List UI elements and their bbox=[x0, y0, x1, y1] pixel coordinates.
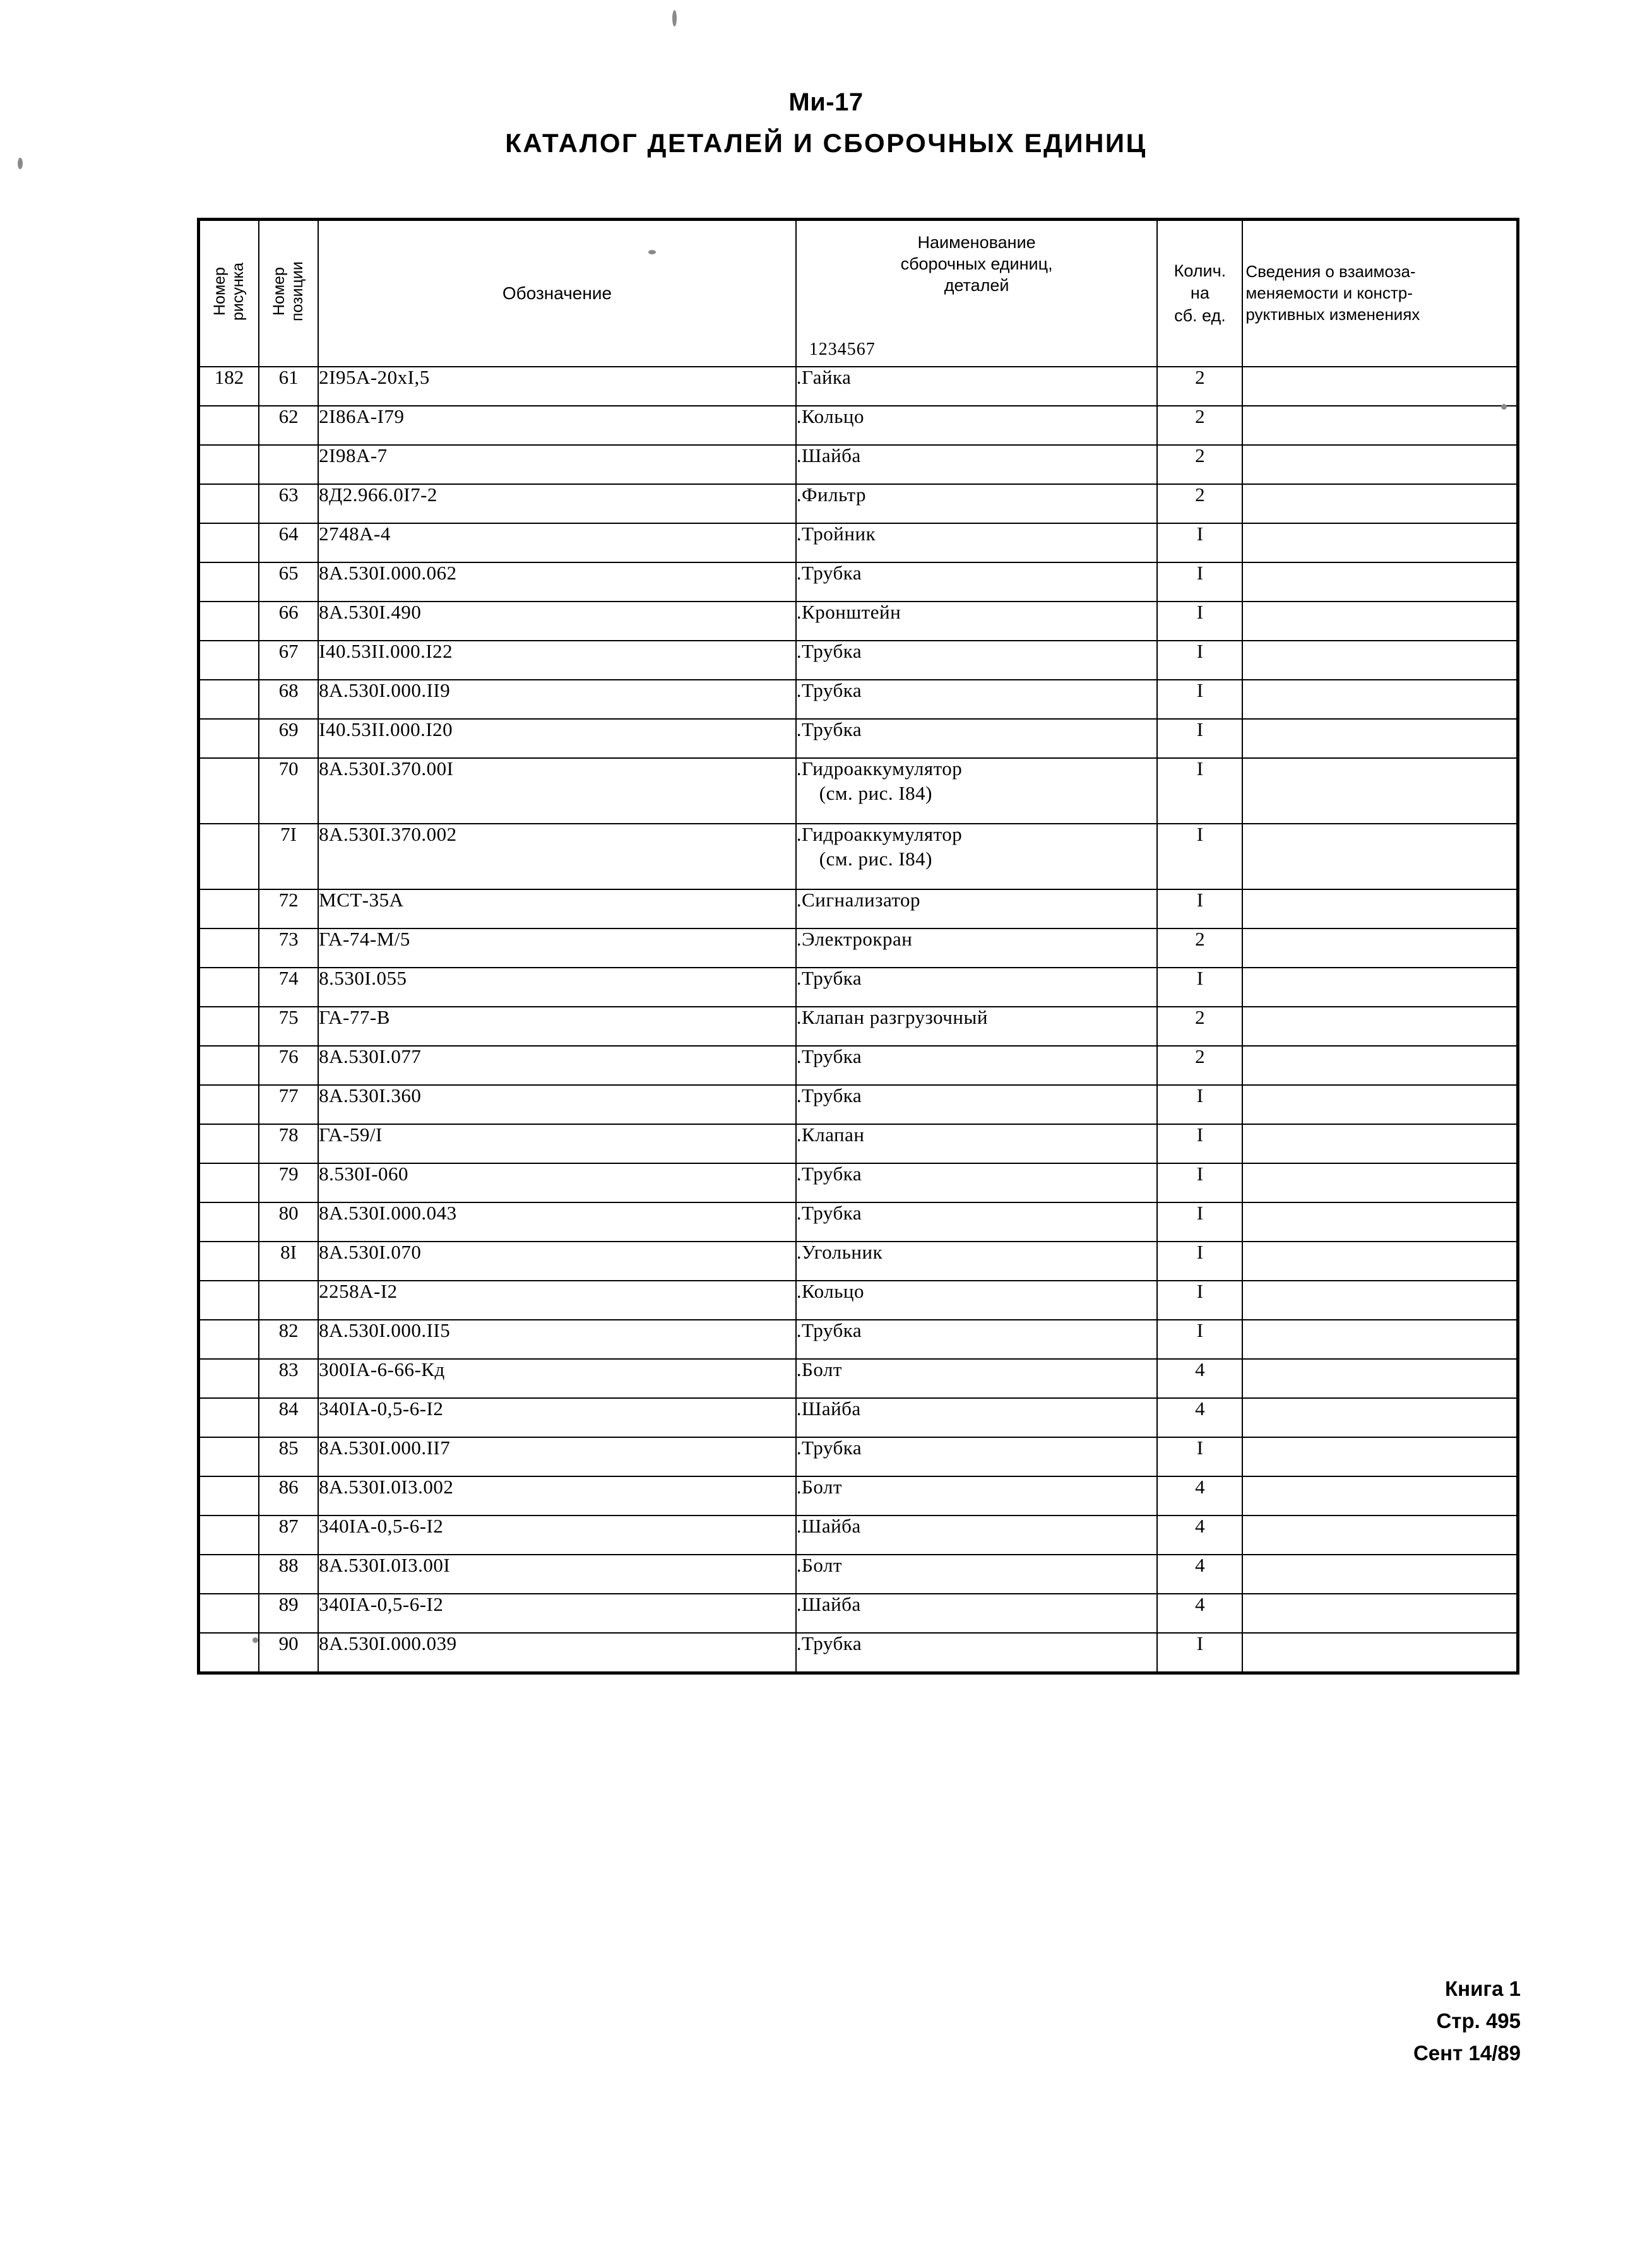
cell-position-no: 70 bbox=[259, 758, 318, 824]
cell-designation: 2748A-4 bbox=[318, 523, 796, 562]
cell-info bbox=[1242, 889, 1517, 928]
cell-figure-no bbox=[199, 1516, 259, 1555]
cell-part-name-reference: (см. рис. I84) bbox=[819, 782, 932, 804]
cell-part-name: .Кольцо bbox=[796, 1281, 1158, 1320]
cell-designation: 340IA-0,5-6-I2 bbox=[318, 1398, 796, 1437]
column-header-position-no bbox=[259, 220, 318, 367]
cell-quantity: I bbox=[1157, 1320, 1242, 1359]
table-header bbox=[199, 220, 1517, 367]
cell-figure-no bbox=[199, 484, 259, 523]
cell-figure-no bbox=[199, 445, 259, 484]
column-header-figure-no-line1: Номер bbox=[211, 267, 229, 316]
cell-info bbox=[1242, 1359, 1517, 1398]
cell-figure-no bbox=[199, 602, 259, 641]
cell-designation: 8A.530I.000.039 bbox=[318, 1633, 796, 1672]
cell-quantity: 4 bbox=[1157, 1398, 1242, 1437]
cell-position-no: 82 bbox=[259, 1320, 318, 1359]
cell-designation: МСТ-35А bbox=[318, 889, 796, 928]
cell-quantity: 2 bbox=[1157, 367, 1242, 406]
table-row bbox=[199, 1163, 1517, 1202]
cell-info bbox=[1242, 928, 1517, 968]
cell-designation: 8.530I.055 bbox=[318, 968, 796, 1007]
cell-quantity: I bbox=[1157, 968, 1242, 1007]
cell-designation: 2I95A-20xI,5 bbox=[318, 367, 796, 406]
cell-figure-no bbox=[199, 1633, 259, 1672]
table-row bbox=[199, 1476, 1517, 1516]
cell-position-no: 7I bbox=[259, 824, 318, 889]
cell-position-no: 83 bbox=[259, 1359, 318, 1398]
cell-figure-no bbox=[199, 1202, 259, 1242]
cell-figure-no bbox=[199, 641, 259, 680]
cell-position-no: 74 bbox=[259, 968, 318, 1007]
cell-figure-no bbox=[199, 889, 259, 928]
cell-designation: 8A.530I.000.II7 bbox=[318, 1437, 796, 1476]
cell-part-name: .Шайба bbox=[796, 1398, 1158, 1437]
cell-designation: 300IA-6-66-Кд bbox=[318, 1359, 796, 1398]
cell-info bbox=[1242, 523, 1517, 562]
cell-figure-no bbox=[199, 719, 259, 758]
column-header-name-line2: сборочных единиц, bbox=[900, 254, 1053, 273]
cell-quantity: 2 bbox=[1157, 928, 1242, 968]
column-header-position-no-line2: позиции bbox=[288, 261, 307, 322]
cell-position-no: 8I bbox=[259, 1242, 318, 1281]
cell-part-name: .Трубка bbox=[796, 719, 1158, 758]
cell-part-name: .Болт bbox=[796, 1359, 1158, 1398]
document-header bbox=[0, 88, 1652, 158]
table-row bbox=[199, 1085, 1517, 1124]
cell-designation: 340IA-0,5-6-I2 bbox=[318, 1594, 796, 1633]
cell-part-name: .Гайка bbox=[796, 367, 1158, 406]
cell-figure-no: 182 bbox=[199, 367, 259, 406]
column-header-quantity-line1: Колич. bbox=[1174, 261, 1227, 281]
cell-quantity: 2 bbox=[1157, 445, 1242, 484]
cell-position-no bbox=[259, 1281, 318, 1320]
cell-quantity: 4 bbox=[1157, 1359, 1242, 1398]
cell-part-name: .Трубка bbox=[796, 562, 1158, 602]
cell-quantity: I bbox=[1157, 1437, 1242, 1476]
cell-info bbox=[1242, 719, 1517, 758]
column-header-quantity-line3: сб. ед. bbox=[1174, 305, 1226, 325]
cell-part-name: .Электрокран bbox=[796, 928, 1158, 968]
cell-part-name: .Сигнализатор bbox=[796, 889, 1158, 928]
cell-part-name: .Тройник bbox=[796, 523, 1158, 562]
table-row bbox=[199, 641, 1517, 680]
column-header-quantity-line2: на bbox=[1190, 283, 1209, 303]
cell-figure-no bbox=[199, 1163, 259, 1202]
cell-part-name: .Трубка bbox=[796, 641, 1158, 680]
cell-designation: 8A.530I.0I3.00I bbox=[318, 1555, 796, 1594]
cell-part-name: .Трубка bbox=[796, 680, 1158, 719]
table-row bbox=[199, 1398, 1517, 1437]
cell-quantity: I bbox=[1157, 1202, 1242, 1242]
cell-figure-no bbox=[199, 1242, 259, 1281]
cell-designation: ГА-59/I bbox=[318, 1124, 796, 1163]
column-header-name-line1: Наименование bbox=[917, 233, 1036, 252]
cell-info bbox=[1242, 602, 1517, 641]
column-header-name-line3: деталей bbox=[944, 275, 1009, 295]
cell-info bbox=[1242, 1085, 1517, 1124]
cell-part-name: .Фильтр bbox=[796, 484, 1158, 523]
column-header-name-digits: 1234567 bbox=[809, 340, 876, 359]
cell-position-no bbox=[259, 445, 318, 484]
cell-quantity: 4 bbox=[1157, 1594, 1242, 1633]
cell-info bbox=[1242, 1516, 1517, 1555]
cell-part-name: .Угольник bbox=[796, 1242, 1158, 1281]
footer-page: Стр. 495 bbox=[1436, 2009, 1521, 2033]
table-row bbox=[199, 1281, 1517, 1320]
cell-part-name: .Шайба bbox=[796, 1516, 1158, 1555]
cell-figure-no bbox=[199, 1085, 259, 1124]
cell-position-no: 88 bbox=[259, 1555, 318, 1594]
cell-part-name: .Трубка bbox=[796, 1202, 1158, 1242]
cell-part-name: .Трубка bbox=[796, 1046, 1158, 1085]
cell-designation: 8A.530I.360 bbox=[318, 1085, 796, 1124]
cell-position-no: 87 bbox=[259, 1516, 318, 1555]
cell-part-name: .Гидроаккумулятор (см. рис. I84) bbox=[796, 824, 1158, 889]
table-row bbox=[199, 367, 1517, 406]
cell-figure-no bbox=[199, 1007, 259, 1046]
cell-info bbox=[1242, 1007, 1517, 1046]
column-header-info-line1: Сведения о взаимоза- bbox=[1245, 262, 1416, 282]
cell-designation: 8.530I-060 bbox=[318, 1163, 796, 1202]
cell-info bbox=[1242, 445, 1517, 484]
table-row bbox=[199, 602, 1517, 641]
cell-quantity: I bbox=[1157, 1085, 1242, 1124]
cell-quantity: I bbox=[1157, 680, 1242, 719]
cell-part-name: .Кольцо bbox=[796, 406, 1158, 445]
parts-table-container bbox=[197, 218, 1519, 1675]
table-row bbox=[199, 484, 1517, 523]
cell-info bbox=[1242, 1046, 1517, 1085]
aircraft-model-title: Ми-17 bbox=[788, 88, 864, 116]
cell-position-no: 90 bbox=[259, 1633, 318, 1672]
cell-quantity: I bbox=[1157, 1163, 1242, 1202]
cell-info bbox=[1242, 1398, 1517, 1437]
cell-designation: ГА-77-В bbox=[318, 1007, 796, 1046]
cell-part-name: .Клапан bbox=[796, 1124, 1158, 1163]
cell-designation: 8A.530I.000.062 bbox=[318, 562, 796, 602]
cell-figure-no bbox=[199, 824, 259, 889]
cell-quantity: I bbox=[1157, 1124, 1242, 1163]
table-row bbox=[199, 1202, 1517, 1242]
cell-designation: 2I98A-7 bbox=[318, 445, 796, 484]
column-header-designation-label: Обозначение bbox=[502, 283, 612, 303]
column-header-figure-no-line2: рисунка bbox=[229, 262, 247, 321]
table-row bbox=[199, 1320, 1517, 1359]
cell-quantity: 2 bbox=[1157, 406, 1242, 445]
cell-part-name: .Шайба bbox=[796, 445, 1158, 484]
cell-figure-no bbox=[199, 968, 259, 1007]
cell-quantity: I bbox=[1157, 1281, 1242, 1320]
column-header-quantity bbox=[1157, 220, 1242, 367]
cell-info bbox=[1242, 1594, 1517, 1633]
cell-position-no: 84 bbox=[259, 1398, 318, 1437]
cell-position-no: 80 bbox=[259, 1202, 318, 1242]
cell-designation: 2I86A-I79 bbox=[318, 406, 796, 445]
cell-info bbox=[1242, 1124, 1517, 1163]
table-row bbox=[199, 928, 1517, 968]
cell-quantity: I bbox=[1157, 1633, 1242, 1672]
table-row bbox=[199, 1242, 1517, 1281]
cell-figure-no bbox=[199, 758, 259, 824]
cell-quantity: 4 bbox=[1157, 1476, 1242, 1516]
table-row bbox=[199, 523, 1517, 562]
table-row bbox=[199, 1633, 1517, 1672]
cell-designation: I40.53II.000.I22 bbox=[318, 641, 796, 680]
scan-artifact bbox=[18, 158, 23, 169]
cell-part-name-reference: (см. рис. I84) bbox=[819, 848, 932, 870]
cell-figure-no bbox=[199, 1398, 259, 1437]
cell-position-no: 61 bbox=[259, 367, 318, 406]
cell-designation: 8A.530I.490 bbox=[318, 602, 796, 641]
scan-artifact bbox=[1501, 404, 1507, 410]
table-row bbox=[199, 1437, 1517, 1476]
cell-info bbox=[1242, 1163, 1517, 1202]
cell-figure-no bbox=[199, 1437, 259, 1476]
table-row bbox=[199, 680, 1517, 719]
cell-figure-no bbox=[199, 523, 259, 562]
cell-position-no: 72 bbox=[259, 889, 318, 928]
table-row bbox=[199, 445, 1517, 484]
cell-quantity: I bbox=[1157, 889, 1242, 928]
cell-part-name: .Болт bbox=[796, 1476, 1158, 1516]
cell-quantity: I bbox=[1157, 602, 1242, 641]
footer-book: Книга 1 bbox=[1445, 1977, 1521, 2000]
cell-info bbox=[1242, 1633, 1517, 1672]
cell-figure-no bbox=[199, 1359, 259, 1398]
column-header-position-no-line1: Номер bbox=[270, 267, 288, 316]
table-row bbox=[199, 758, 1517, 824]
table-row bbox=[199, 1007, 1517, 1046]
cell-figure-no bbox=[199, 562, 259, 602]
table-row bbox=[199, 562, 1517, 602]
cell-figure-no bbox=[199, 928, 259, 968]
cell-position-no: 64 bbox=[259, 523, 318, 562]
cell-info bbox=[1242, 680, 1517, 719]
table-header-row bbox=[199, 220, 1517, 367]
cell-designation: 8A.530I.0I3.002 bbox=[318, 1476, 796, 1516]
cell-figure-no bbox=[199, 1320, 259, 1359]
cell-position-no: 89 bbox=[259, 1594, 318, 1633]
cell-position-no: 75 bbox=[259, 1007, 318, 1046]
scan-artifact bbox=[253, 1637, 258, 1643]
cell-designation: 2258A-I2 bbox=[318, 1281, 796, 1320]
cell-quantity: 2 bbox=[1157, 484, 1242, 523]
cell-position-no: 65 bbox=[259, 562, 318, 602]
footer-date: Сент 14/89 bbox=[1413, 2041, 1521, 2065]
cell-position-no: 86 bbox=[259, 1476, 318, 1516]
cell-info bbox=[1242, 367, 1517, 406]
cell-part-name: .Кронштейн bbox=[796, 602, 1158, 641]
table-row bbox=[199, 406, 1517, 445]
cell-position-no: 68 bbox=[259, 680, 318, 719]
cell-designation: 8A.530I.000.II9 bbox=[318, 680, 796, 719]
cell-figure-no bbox=[199, 1555, 259, 1594]
cell-part-name: .Трубка bbox=[796, 1320, 1158, 1359]
table-row bbox=[199, 968, 1517, 1007]
cell-info bbox=[1242, 1476, 1517, 1516]
cell-quantity: I bbox=[1157, 523, 1242, 562]
cell-part-name: .Трубка bbox=[796, 1633, 1158, 1672]
cell-part-name: .Трубка bbox=[796, 1085, 1158, 1124]
cell-part-name: .Трубка bbox=[796, 1163, 1158, 1202]
cell-info bbox=[1242, 406, 1517, 445]
table-row bbox=[199, 889, 1517, 928]
cell-quantity: 2 bbox=[1157, 1007, 1242, 1046]
cell-position-no: 76 bbox=[259, 1046, 318, 1085]
cell-info bbox=[1242, 641, 1517, 680]
cell-position-no: 62 bbox=[259, 406, 318, 445]
table-row bbox=[199, 1359, 1517, 1398]
column-header-name bbox=[796, 220, 1158, 367]
cell-position-no: 69 bbox=[259, 719, 318, 758]
cell-figure-no bbox=[199, 1046, 259, 1085]
cell-designation: 8A.530I.077 bbox=[318, 1046, 796, 1085]
cell-info bbox=[1242, 968, 1517, 1007]
cell-info bbox=[1242, 1242, 1517, 1281]
cell-info bbox=[1242, 1437, 1517, 1476]
cell-designation: 8A.530I.000.043 bbox=[318, 1202, 796, 1242]
cell-part-name: .Клапан разгрузочный bbox=[796, 1007, 1158, 1046]
cell-position-no: 73 bbox=[259, 928, 318, 968]
cell-position-no: 85 bbox=[259, 1437, 318, 1476]
cell-part-name: .Шайба bbox=[796, 1594, 1158, 1633]
cell-info bbox=[1242, 1202, 1517, 1242]
cell-quantity: 2 bbox=[1157, 1046, 1242, 1085]
cell-part-name: .Болт bbox=[796, 1555, 1158, 1594]
cell-figure-no bbox=[199, 1124, 259, 1163]
table-row bbox=[199, 1516, 1517, 1555]
column-header-info-line2: меняемости и констр- bbox=[1245, 283, 1413, 303]
table-row bbox=[199, 719, 1517, 758]
cell-position-no: 79 bbox=[259, 1163, 318, 1202]
cell-part-name: .Трубка bbox=[796, 968, 1158, 1007]
column-header-designation bbox=[318, 220, 796, 367]
cell-quantity: I bbox=[1157, 1242, 1242, 1281]
table-row bbox=[199, 1594, 1517, 1633]
table-body bbox=[199, 367, 1517, 1672]
document-footer bbox=[1413, 1972, 1521, 2069]
scan-artifact bbox=[648, 250, 656, 254]
cell-info bbox=[1242, 758, 1517, 824]
cell-quantity: 4 bbox=[1157, 1516, 1242, 1555]
table-row bbox=[199, 1555, 1517, 1594]
cell-designation: 340IA-0,5-6-I2 bbox=[318, 1516, 796, 1555]
cell-info bbox=[1242, 1281, 1517, 1320]
table-row bbox=[199, 1046, 1517, 1085]
parts-table bbox=[199, 220, 1518, 1673]
catalog-title: КАТАЛОГ ДЕТАЛЕЙ И СБОРОЧНЫХ ЕДИНИЦ bbox=[505, 128, 1147, 158]
cell-designation: 8A.530I.370.002 bbox=[318, 824, 796, 889]
cell-quantity: I bbox=[1157, 562, 1242, 602]
cell-info bbox=[1242, 824, 1517, 889]
cell-designation: 8A.530I.370.00I bbox=[318, 758, 796, 824]
cell-info bbox=[1242, 484, 1517, 523]
cell-designation: 8Д2.966.0I7-2 bbox=[318, 484, 796, 523]
column-header-info bbox=[1242, 220, 1517, 367]
cell-figure-no bbox=[199, 1594, 259, 1633]
column-header-info-line3: руктивных изменениях bbox=[1245, 304, 1420, 324]
cell-position-no: 63 bbox=[259, 484, 318, 523]
cell-figure-no bbox=[199, 406, 259, 445]
cell-position-no: 77 bbox=[259, 1085, 318, 1124]
cell-position-no: 78 bbox=[259, 1124, 318, 1163]
cell-designation: 8A.530I.000.II5 bbox=[318, 1320, 796, 1359]
cell-part-name: .Трубка bbox=[796, 1437, 1158, 1476]
scan-artifact bbox=[672, 10, 677, 27]
cell-quantity: I bbox=[1157, 758, 1242, 824]
cell-quantity: I bbox=[1157, 641, 1242, 680]
cell-quantity: 4 bbox=[1157, 1555, 1242, 1594]
cell-figure-no bbox=[199, 680, 259, 719]
cell-quantity: I bbox=[1157, 719, 1242, 758]
cell-position-no: 67 bbox=[259, 641, 318, 680]
cell-info bbox=[1242, 1555, 1517, 1594]
cell-figure-no bbox=[199, 1281, 259, 1320]
cell-quantity: I bbox=[1157, 824, 1242, 889]
cell-part-name: .Гидроаккумулятор (см. рис. I84) bbox=[796, 758, 1158, 824]
cell-designation: I40.53II.000.I20 bbox=[318, 719, 796, 758]
cell-info bbox=[1242, 1320, 1517, 1359]
cell-designation: ГА-74-М/5 bbox=[318, 928, 796, 968]
cell-designation: 8A.530I.070 bbox=[318, 1242, 796, 1281]
cell-figure-no bbox=[199, 1476, 259, 1516]
table-row bbox=[199, 824, 1517, 889]
table-row bbox=[199, 1124, 1517, 1163]
cell-position-no: 66 bbox=[259, 602, 318, 641]
cell-info bbox=[1242, 562, 1517, 602]
column-header-figure-no bbox=[199, 220, 259, 367]
